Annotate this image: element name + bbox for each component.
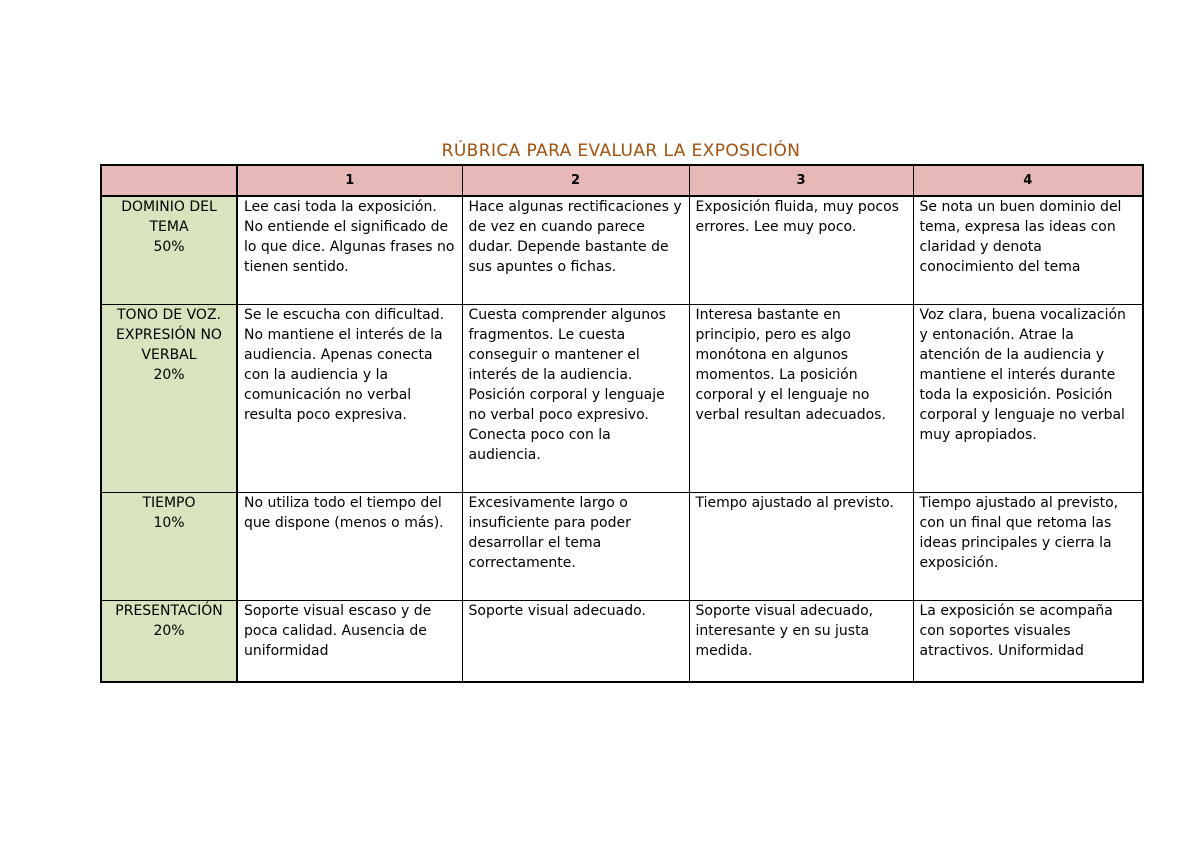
rubric-cell: Soporte visual adecuado, interesante y en su justa medida. (689, 600, 913, 682)
rubric-cell: Se nota un buen dominio del tema, expresa las ideas con claridad y denota conocimiento del tema (913, 196, 1143, 304)
table-row (101, 304, 1143, 492)
rubric-cell: Soporte visual adecuado. (462, 600, 689, 682)
rubric-cell: Tiempo ajustado al previsto, con un final que retoma las ideas principales y cierra la exposición. (913, 492, 1143, 600)
criterion-line: PRESENTACIÓN (115, 602, 223, 619)
criterion-cell (101, 600, 237, 682)
rubric-cell: Cuesta comprender algunos fragmentos. Le cuesta conseguir o mantener el interés de la audiencia. Posición corporal y lenguaje no verbal poco expresivo. Conecta poco con la audiencia. (462, 304, 689, 492)
criterion-line: TONO DE VOZ. (117, 306, 221, 323)
criterion-line: TIEMPO (142, 494, 196, 511)
criterion-weight: 20% (153, 366, 185, 383)
criterion-cell (101, 492, 237, 600)
criterion-line: DOMINIO DEL (121, 199, 217, 215)
rubric-cell: Interesa bastante en principio, pero es algo monótona en algunos momentos. La posición corporal y el lenguaje no verbal resultan adecuados. (689, 304, 913, 492)
document-title: RÚBRICA PARA EVALUAR LA EXPOSICIÓN (441, 141, 801, 161)
rubric-cell: Soporte visual escaso y de poca calidad. Ausencia de uniformidad (237, 600, 462, 682)
header-level-2: 2 (462, 165, 689, 196)
header-corner-cell (101, 165, 237, 196)
header-level-4: 4 (913, 165, 1143, 196)
criterion-weight: 20% (153, 622, 185, 639)
criterion-weight: 10% (153, 514, 185, 531)
header-row (101, 165, 1143, 196)
table-row (101, 196, 1143, 304)
table-row (101, 600, 1143, 682)
rubric-cell: Tiempo ajustado al previsto. (689, 492, 913, 600)
table-row (101, 492, 1143, 600)
criterion-weight: 50% (153, 239, 185, 255)
criterion-cell (101, 304, 237, 492)
rubric-cell: Voz clara, buena vocalización y entonación. Atrae la atención de la audiencia y mantiene el interés durante toda la exposición. Posición corporal y lenguaje no verbal muy apropiados. (913, 304, 1143, 492)
rubric-cell: Hace algunas rectificaciones y de vez en cuando parece dudar. Depende bastante de sus apuntes o fichas. (462, 196, 689, 304)
rubric-cell: Se le escucha con dificultad. No mantiene el interés de la audiencia. Apenas conecta con la audiencia y la comunicación no verbal resulta poco expresiva. (237, 304, 462, 492)
rubric-cell: La exposición se acompaña con soportes visuales atractivos. Uniformidad (913, 600, 1143, 682)
criterion-line: VERBAL (141, 346, 197, 363)
rubric-cell: Excesivamente largo o insuficiente para poder desarrollar el tema correctamente. (462, 492, 689, 600)
rubric-table (100, 164, 1144, 683)
rubric-cell: Exposición fluida, muy pocos errores. Lee muy poco. (689, 196, 913, 304)
rubric-cell: No utiliza todo el tiempo del que dispone (menos o más). (237, 492, 462, 600)
header-level-1: 1 (237, 165, 462, 196)
rubric-cell: Lee casi toda la exposición. No entiende el significado de lo que dice. Algunas frases no tienen sentido. (237, 196, 462, 304)
criterion-line: EXPRESIÓN NO (116, 326, 222, 343)
criterion-line: TEMA (149, 219, 189, 235)
header-level-3: 3 (689, 165, 913, 196)
criterion-cell (101, 196, 237, 304)
